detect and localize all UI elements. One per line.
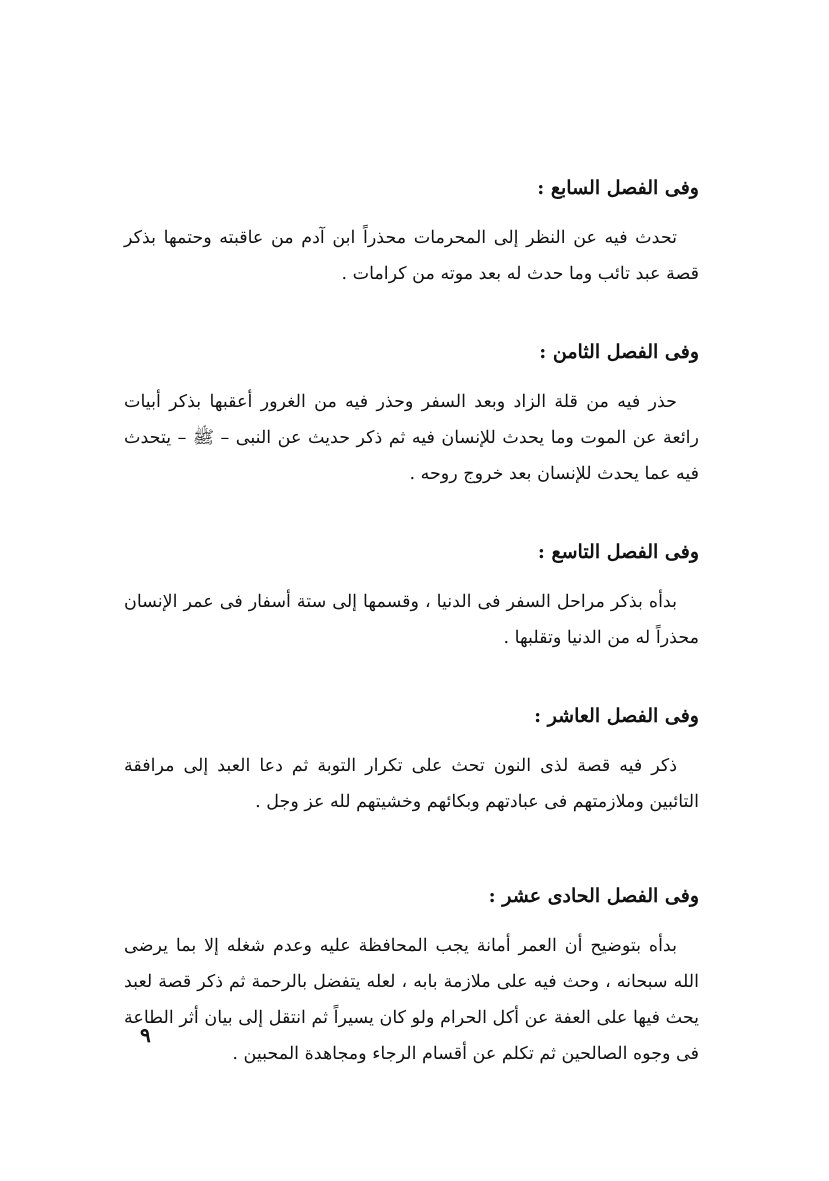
section-paragraph: تحدث فيه عن النظر إلى المحرمات محذراً ابن آدم من عاقبته وحتمها بذكر قصة عبد تائب وما حدث له بعد موته من كرامات . <box>124 228 699 284</box>
section-heading: وفى الفصل الحادى عشر : <box>488 885 699 907</box>
section-paragraph: بدأه بتوضيح أن العمر أمانة يجب المحافظة عليه وعدم شغله إلا بما يرضى الله سبحانه ، وحث فيه على ملازمة بابه ، لعله يتفضل بالرحمة ثم ذكر قصة لعبد يحث فيها على العفة عن أكل الحرام ولو كان يسيراً ثم انتقل إلى بيان أثر الطاعة فى وجوه الصالحين ثم تكلم عن أقسام الرجاء ومجاهدة المحبين . <box>124 936 699 1064</box>
section-heading: وفى الفصل السابع : <box>537 177 699 199</box>
section-heading: وفى الفصل التاسع : <box>537 541 699 563</box>
section-chapter-10 <box>124 698 699 820</box>
page-content <box>124 170 699 1072</box>
section-heading: وفى الفصل العاشر : <box>534 705 699 727</box>
page-number: ٩ <box>140 1023 151 1047</box>
section-paragraph: بدأه بذكر مراحل السفر فى الدنيا ، وقسمها إلى ستة أسفار فى عمر الإنسان محذراً له من الدنيا وتقلبها . <box>124 592 699 648</box>
section-paragraph: حذر فيه من قلة الزاد وبعد السفر وحذر فيه من الغرور أعقبها بذكر أبيات رائعة عن الموت وما يحدث للإنسان فيه ثم ذكر حديث عن النبى – ﷺ – يتحدث فيه عما يحدث للإنسان بعد خروج روحه . <box>124 392 699 484</box>
section-chapter-8 <box>124 334 699 492</box>
section-paragraph: ذكر فيه قصة لذى النون تحث على تكرار التوبة ثم دعا العبد إلى مرافقة التائبين وملازمتهم فى عبادتهم وبكائهم وخشيتهم لله عز وجل . <box>124 756 699 812</box>
section-chapter-11 <box>124 878 699 1072</box>
section-heading: وفى الفصل الثامن : <box>539 341 699 363</box>
section-chapter-9 <box>124 534 699 656</box>
section-chapter-7 <box>124 170 699 292</box>
